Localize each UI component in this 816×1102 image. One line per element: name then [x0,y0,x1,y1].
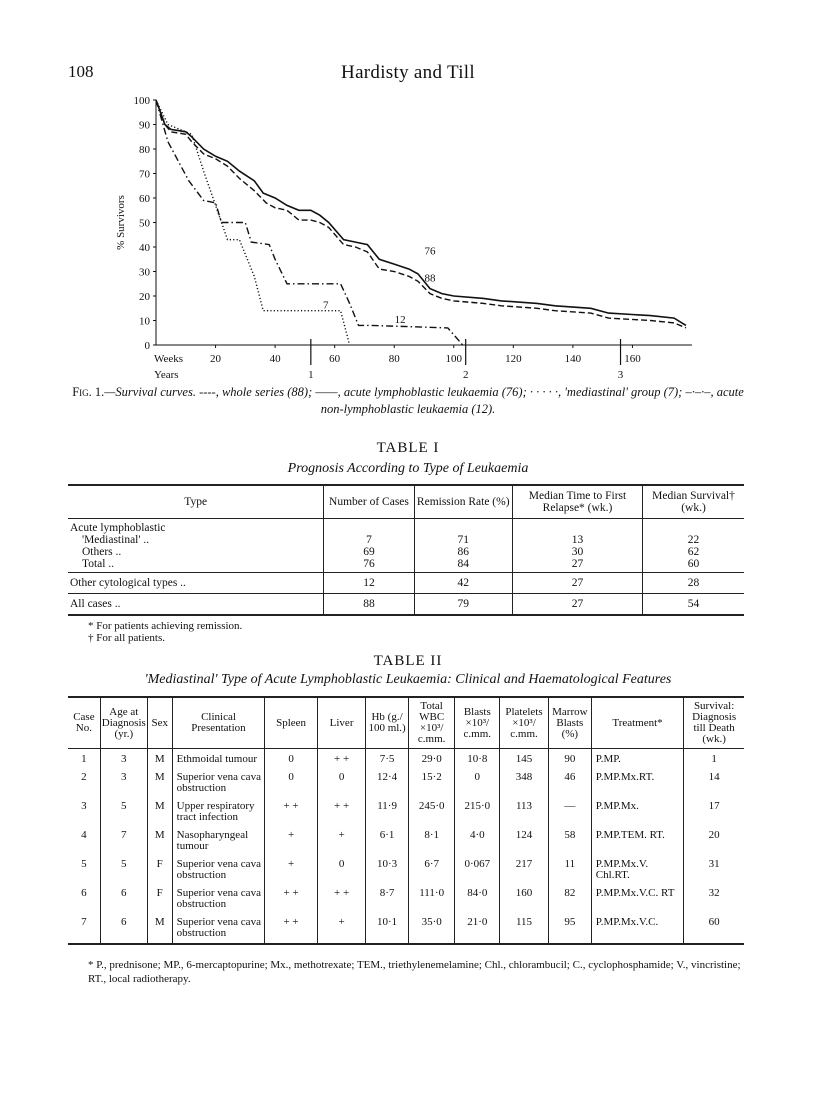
table1-header-survival: Median Survival† (wk.) [643,485,744,519]
table2-cell-marrow: 46 [548,767,591,796]
table-row [68,854,744,883]
table2-header-hb: Hb (g./ 100 ml.) [366,697,409,749]
year-tick-label: 2 [462,369,469,381]
table2-cell-liver: 0 [317,854,365,883]
table2-cell-treatment: P.MP.Mx. [591,796,683,825]
table2-cell-treatment: P.MP.Mx.V. Chl.RT. [591,854,683,883]
x-axis-secondary-label: Years [154,369,179,381]
series-line-88 [156,100,686,328]
table2-header-blasts: Blasts ×10³/ c.mm. [455,697,500,749]
table-row [68,749,744,768]
table2-cell-case: 5 [81,858,87,870]
table2-cell-spleen: + [265,825,318,854]
table2-cell-case: 6 [81,887,87,899]
table2-cell-age: 6 [100,912,147,944]
table2-cell-treatment: P.MP.Mx.RT. [591,767,683,796]
table2-cell-spleen: + [265,854,318,883]
table-row [68,767,744,796]
table2-header-presentation: Clinical Presentation [172,697,265,749]
table1-cell-remission: 86 [457,546,469,558]
table1-cell-type: Other cytological types .. [68,573,324,594]
table2-header-marrow: Marrow Blasts (%) [548,697,591,749]
table2-cell-presentation: Ethmoidal tumour [172,749,265,768]
table2-cell-blasts: 0 [455,767,500,796]
table1-cell-remission: 42 [414,573,512,594]
table2-cell-marrow: 95 [548,912,591,944]
table-row [68,883,744,912]
table2-cell-presentation: Superior vena cava obstruction [172,912,265,944]
table2-cell-marrow: 11 [548,854,591,883]
table2-cell-age: 7 [100,825,147,854]
table1-cell-survival: 28 [643,573,744,594]
table2-cell-spleen: + + [265,912,318,944]
table2-cell-liver: + [317,825,365,854]
table2-cell-presentation: Superior vena cava obstruction [172,767,265,796]
y-tick-label: 80 [139,144,150,156]
table2-cell-sex: M [147,749,172,768]
table2-cell-survival: 31 [684,854,744,883]
figure-caption-text: —Survival curves. ----, whole series (88); ——, acute lymphoblastic leukaemia (76); · · · · ·, 'mediastinal' group (7); –·–·–, acute non-lymphoblastic leukaemia (12). [104,385,744,416]
figure-caption-label: Fig. 1. [72,385,105,399]
table1-header-cases: Number of Cases [324,485,414,519]
table2-cell-hb: 6·1 [366,825,409,854]
x-tick-label: 80 [388,353,400,365]
table-row [68,519,744,573]
table1-cell-relapse: 27 [512,573,642,594]
table2-cell-sex: M [147,767,172,796]
y-tick-label: 20 [139,291,150,303]
table1-cell-relapse: 27 [571,558,584,570]
table2-cell-platelets: 217 [500,854,549,883]
table2-cell-marrow: — [548,796,591,825]
table1-header-remission: Remission Rate (%) [414,485,512,519]
table1-footnote: † For all patients. [88,632,165,644]
table2-cell-sex: M [147,796,172,825]
table2-cell-blasts: 4·0 [455,825,500,854]
table2-cell-presentation: Superior vena cava obstruction [172,854,265,883]
table2-cell-platelets: 113 [500,796,549,825]
table-row [68,825,744,854]
table2-cell-treatment: P.MP. [591,749,683,768]
table2-cell-case: 1 [81,753,87,765]
table1-title: TABLE I [376,440,440,456]
table2-cell-case: 2 [81,771,87,783]
table2-cell-wbc: 35·0 [408,912,455,944]
table2-header-case: Case No. [68,697,100,749]
table1-cell-survival: 54 [643,594,744,616]
survival-chart [0,0,816,384]
table2-header-spleen: Spleen [265,697,318,749]
table2-cell-blasts: 84·0 [455,883,500,912]
table1-cell-cases: 88 [324,594,414,616]
table2-cell-sex: F [147,854,172,883]
table2-cell-wbc: 111·0 [408,883,455,912]
table2-header-platelets: Platelets ×10³/ c.mm. [500,697,549,749]
x-tick-label: 20 [210,353,222,365]
table2-cell-wbc: 8·1 [408,825,455,854]
series-line-76 [156,100,686,325]
x-tick-label: 60 [329,353,341,365]
series-label-76: 76 [424,245,436,258]
table1-footnote: * For patients achieving remission. [88,620,243,632]
table2-cell-survival: 32 [684,883,744,912]
table2-cell-age: 3 [100,749,147,768]
table2-cell-platelets: 124 [500,825,549,854]
table1-header-relapse: Median Time to First Relapse* (wk.) [512,485,642,519]
table2-cell-liver: 0 [317,767,365,796]
table2-cell-wbc: 29·0 [408,749,455,768]
y-tick-label: 50 [139,217,150,230]
table2-cell-liver: + [317,912,365,944]
table1-group-label: Acute lymphoblastic [70,522,166,534]
table2-cell-sex: M [147,825,172,854]
y-tick-label: 70 [139,168,150,181]
table2-cell-marrow: 90 [548,749,591,768]
table2-cell-hb: 7·5 [366,749,409,768]
table2-cell-treatment: P.MP.Mx.V.C. [591,912,683,944]
table2-header-age: Age at Diagnosis (yr.) [100,697,147,749]
table2-cell-liver: + + [317,796,365,825]
table1-cell-cases: 7 [366,534,372,546]
table2-cell-wbc: 6·7 [408,854,455,883]
table2-cell-wbc: 245·0 [408,796,455,825]
table1-cell-survival: 62 [687,546,700,558]
table2-cell-blasts: 21·0 [455,912,500,944]
table2-header-treatment: Treatment* [591,697,683,749]
table2-cell-marrow: 58 [548,825,591,854]
table1-cell-remission: 71 [457,534,469,546]
table1-cell-relapse: 27 [512,594,642,616]
table2-cell-spleen: 0 [265,767,318,796]
table2-cell-survival: 14 [684,767,744,796]
table2-cell-treatment: P.MP.Mx.V.C. RT [591,883,683,912]
table1-subtitle: Prognosis According to Type of Leukaemia [287,461,529,476]
table2 [68,696,744,945]
table2-cell-treatment: P.MP.TEM. RT. [591,825,683,854]
y-tick-label: 10 [139,315,150,328]
table2-cell-age: 3 [100,767,147,796]
table2-cell-hb: 8·7 [366,883,409,912]
table-row [68,594,744,616]
table2-cell-platelets: 145 [500,749,549,768]
y-tick-label: 0 [144,340,150,352]
table1-cell-relapse: 30 [571,546,584,558]
figure-caption [70,384,746,418]
table2-cell-hb: 10·3 [366,854,409,883]
table1-cell-survival: 60 [687,558,700,570]
table2-cell-presentation: Upper respiratory tract infection [172,796,265,825]
table2-cell-age: 5 [100,854,147,883]
x-tick-label: 120 [505,353,522,365]
table1-cell-cases: 76 [363,558,375,570]
table2-cell-spleen: 0 [265,749,318,768]
table2-cell-case: 3 [81,800,87,812]
table2-cell-survival: 17 [684,796,744,825]
table2-cell-blasts: 0·067 [455,854,500,883]
table1-cell-type: All cases .. [68,594,324,616]
x-tick-label: 160 [624,353,641,365]
table2-cell-presentation: Superior vena cava obstruction [172,883,265,912]
table2-cell-hb: 12·4 [366,767,409,796]
table2-cell-liver: + + [317,883,365,912]
series-label-12: 12 [394,313,406,326]
series-label-7: 7 [322,299,329,312]
table2-cell-spleen: + + [265,883,318,912]
table1-cell-relapse: 13 [571,534,584,546]
table-row [68,796,744,825]
table1-cell-type: Others .. [82,546,122,558]
table2-title: TABLE II [373,653,443,669]
table1-cell-remission: 84 [457,558,469,570]
table2-footnote: * P., prednisone; MP., 6-mercaptopurine; Mx., methotrexate; TEM., triethylenemelamine; Chl., chlorambucil; C., cyclophosphamide; V., vincristine; RT., local radiotherapy. [88,959,741,985]
running-head: Hardisty and Till [341,62,475,83]
table2-header-wbc: Total WBC ×10³/ c.mm. [408,697,455,749]
y-axis-label: % Survivors [115,195,127,250]
table2-cell-age: 6 [100,883,147,912]
table2-cell-survival: 20 [684,825,744,854]
table2-cell-platelets: 160 [500,883,549,912]
y-tick-label: 90 [139,119,150,132]
table2-cell-blasts: 10·8 [455,749,500,768]
table2-cell-survival: 60 [684,912,744,944]
table2-cell-age: 5 [100,796,147,825]
table1-cell-type: 'Mediastinal' .. [82,534,150,546]
table1-cell-remission: 79 [414,594,512,616]
table2-cell-platelets: 348 [500,767,549,796]
table1-cell-cases: 69 [363,546,375,558]
y-tick-label: 30 [139,266,150,279]
y-tick-label: 100 [133,95,150,107]
table2-header-survival: Survival: Diagnosis till Death (wk.) [684,697,744,749]
table2-cell-liver: + + [317,749,365,768]
table2-cell-marrow: 82 [548,883,591,912]
table2-header-sex: Sex [147,697,172,749]
table2-cell-case: 4 [81,829,87,841]
table1-cell-cases: 12 [324,573,414,594]
year-tick-label: 3 [617,369,624,381]
table1-header-type: Type [68,485,324,519]
series-label-88: 88 [424,272,436,285]
table2-header-liver: Liver [317,697,365,749]
table2-cell-presentation: Nasopharyngeal tumour [172,825,265,854]
table-row [68,912,744,944]
table2-cell-blasts: 215·0 [455,796,500,825]
x-axis-label: Weeks [154,353,184,365]
table2-cell-hb: 10·1 [366,912,409,944]
x-tick-label: 140 [564,353,582,365]
y-tick-label: 40 [139,242,150,254]
year-tick-label: 1 [308,369,314,381]
x-tick-label: 40 [269,353,281,365]
y-tick-label: 60 [139,193,150,205]
table1 [68,484,744,616]
table2-cell-spleen: + + [265,796,318,825]
x-tick-label: 100 [445,353,463,365]
table2-cell-platelets: 115 [500,912,549,944]
table-row [68,573,744,594]
table2-cell-survival: 1 [684,749,744,768]
table2-cell-hb: 11·9 [366,796,409,825]
table1-cell-survival: 22 [687,534,700,546]
page-number: 108 [68,62,94,81]
table2-cell-case: 7 [68,912,100,944]
series-line-12 [156,100,463,345]
table2-subtitle: 'Mediastinal' Type of Acute Lymphoblastic Leukaemia: Clinical and Haematological Features [144,672,672,687]
table2-cell-sex: F [147,883,172,912]
table2-cell-sex: M [147,912,172,944]
table2-cell-wbc: 15·2 [408,767,455,796]
table1-cell-type: Total .. [82,558,115,570]
